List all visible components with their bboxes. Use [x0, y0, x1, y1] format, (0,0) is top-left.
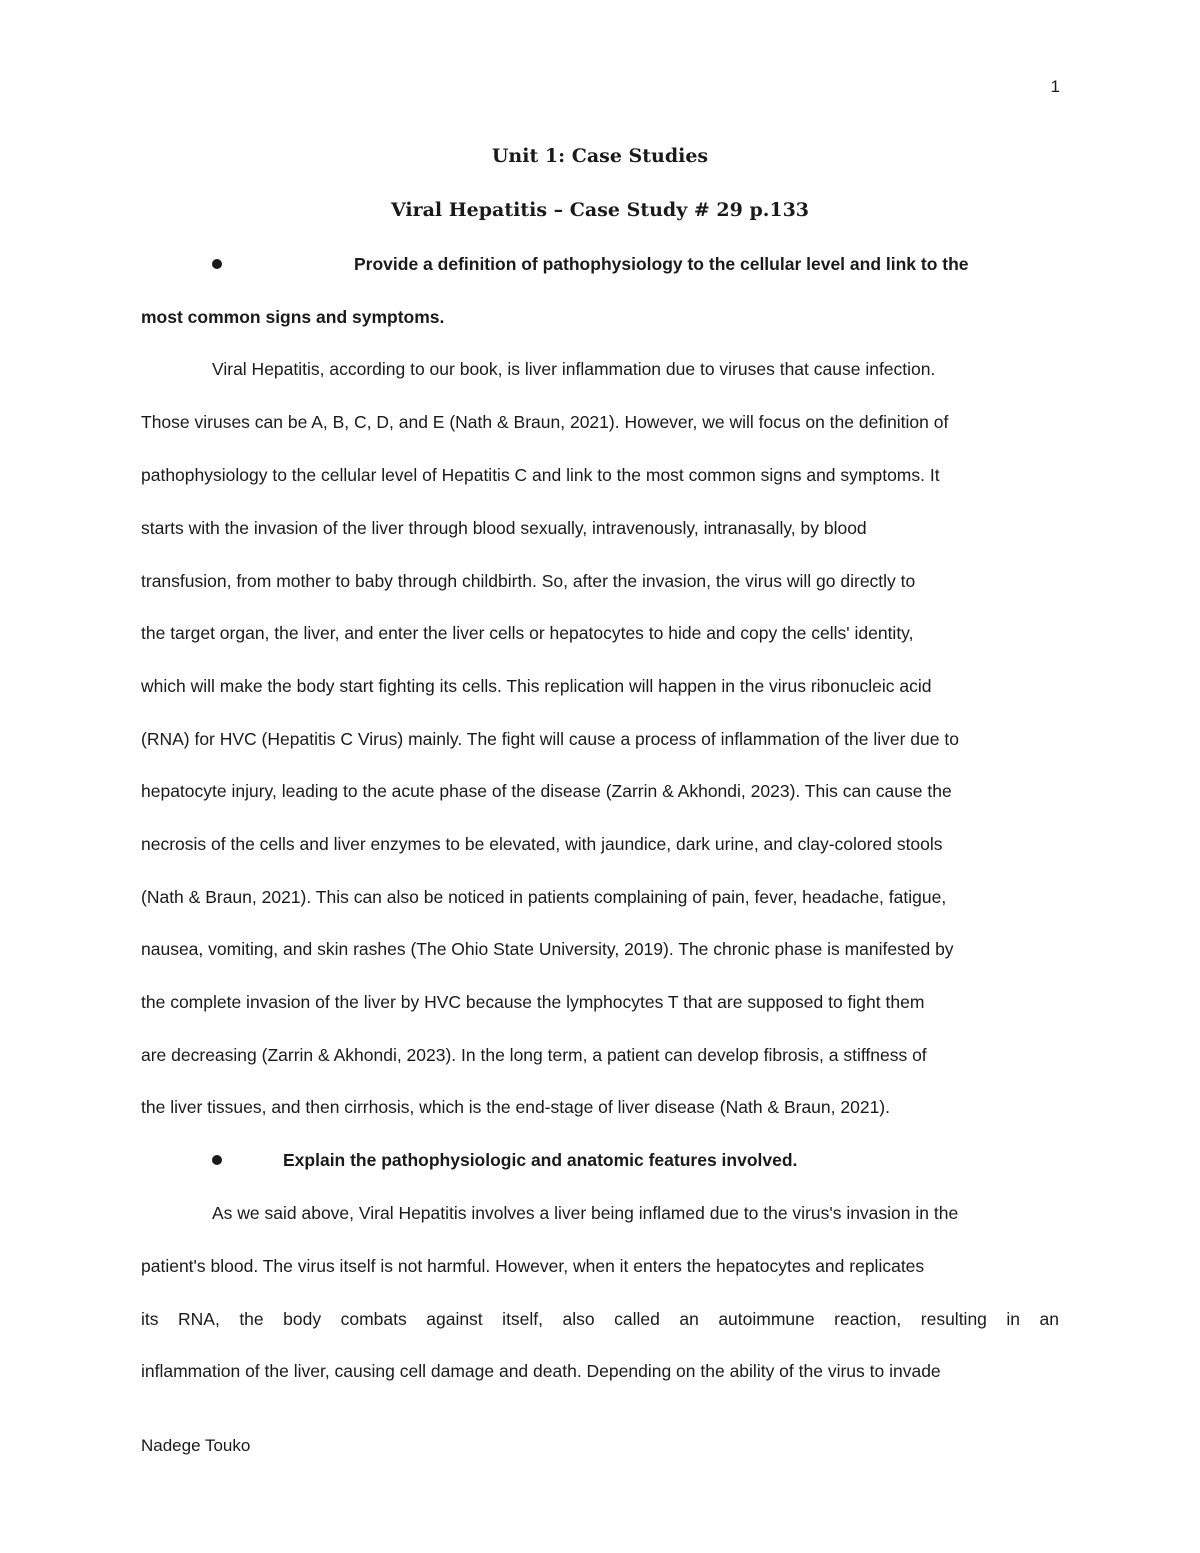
paragraph-line: are decreasing (Zarrin & Akhondi, 2023). In the long term, a patient can develop fibrosis, a stiffness of: [141, 1045, 927, 1065]
paragraph-line: Viral Hepatitis, according to our book, is liver inflammation due to viruses that cause infection.: [212, 359, 936, 379]
paragraph-line: the target organ, the liver, and enter the liver cells or hepatocytes to hide and copy the cells' identity,: [141, 623, 914, 643]
paragraph-line: nausea, vomiting, and skin rashes (The Ohio State University, 2019). The chronic phase is manifested by: [141, 939, 954, 959]
section2-heading: Explain the pathophysiologic and anatomic features involved.: [283, 1150, 798, 1170]
document-subtitle: Viral Hepatitis – Case Study # 29 p.133: [390, 199, 810, 221]
paragraph-line: patient's blood. The virus itself is not harmful. However, when it enters the hepatocytes and replicates: [141, 1256, 925, 1276]
paragraph-line: inflammation of the liver, causing cell damage and death. Depending on the ability of the virus to invade: [141, 1361, 941, 1381]
paragraph-line: its RNA, the body combats against itself, also called an autoimmune reaction, resulting in an: [141, 1309, 1059, 1329]
section1-heading-line1: Provide a definition of pathophysiology to the cellular level and link to the: [354, 254, 969, 274]
paragraph-line: (Nath & Braun, 2021). This can also be noticed in patients complaining of pain, fever, headache, fatigue,: [141, 887, 947, 907]
paragraph-line: starts with the invasion of the liver through blood sexually, intravenously, intranasally, by blood: [141, 518, 867, 538]
page-number: 1: [1050, 77, 1060, 96]
paragraph-line: As we said above, Viral Hepatitis involves a liver being inflamed due to the virus's invasion in the: [212, 1203, 959, 1223]
paragraph-line: hepatocyte injury, leading to the acute phase of the disease (Zarrin & Akhondi, 2023). This can cause the: [141, 781, 952, 801]
paragraph-line: the liver tissues, and then cirrhosis, which is the end-stage of liver disease (Nath & Braun, 2021).: [141, 1097, 890, 1117]
document-title: Unit 1: Case Studies: [491, 145, 709, 167]
paragraph-line: (RNA) for HVC (Hepatitis C Virus) mainly. The fight will cause a process of inflammation of the liver due to: [141, 729, 959, 749]
paragraph-line: the complete invasion of the liver by HVC because the lymphocytes T that are supposed to fight them: [141, 992, 925, 1012]
bullet-icon: [212, 259, 222, 269]
paragraph-line: Those viruses can be A, B, C, D, and E (Nath & Braun, 2021). However, we will focus on the definition of: [141, 412, 949, 432]
paragraph-line: which will make the body start fighting its cells. This replication will happen in the virus ribonucleic acid: [141, 676, 932, 696]
paragraph-line: transfusion, from mother to baby through childbirth. So, after the invasion, the virus will go directly to: [141, 571, 916, 591]
paragraph-line: necrosis of the cells and liver enzymes to be elevated, with jaundice, dark urine, and clay-colored stools: [141, 834, 943, 854]
section1-heading-line2: most common signs and symptoms.: [141, 307, 445, 327]
footer-author: Nadege Touko: [141, 1436, 251, 1455]
bullet-icon: [212, 1155, 222, 1165]
paragraph-line: pathophysiology to the cellular level of Hepatitis C and link to the most common signs and symptoms. It: [141, 465, 940, 485]
